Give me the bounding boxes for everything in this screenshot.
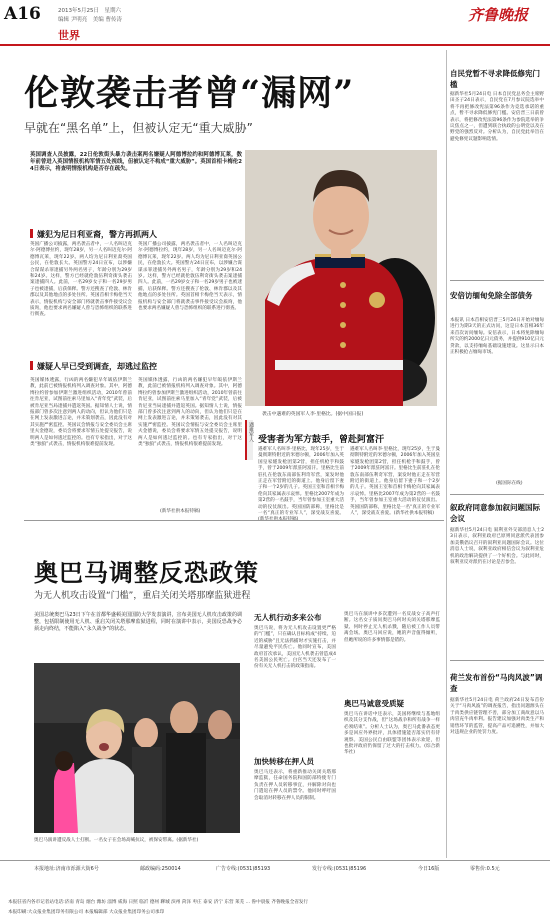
sidebar-item2-body: 本报讯 日本首相安倍晋三5月24日开始对缅甸进行为期3天的正式访问，这是日本首相36年来首次访问缅甸。安倍表示，日本将免除缅甸所欠的约2000亿日元债务，并提供910亿日元贷款，以支持缅甸基础设施建设。这显示日本正积极抢占缅甸市场。 [450, 318, 544, 356]
story2-section2-body: 奥巴马还表示，将重新推动关闭关塔那摩监狱，任命国务院和国防部特使专门负责在押人员转移事宜，并解除对向也门遣返在押人员的禁令。他同时呼吁国会取消对转移在押人员的限制。 [254, 770, 336, 801]
footer-bureaus: 本报驻省内各市记者站电话:济南 青岛 烟台 潍坊 淄博 威海 日照 临沂 德州 聊城 滨州 菏泽 枣庄 泰安 济宁 东营 莱芜 ... 鲁中晨报 齐鲁晚报全省发行 [8, 900, 309, 905]
story2-section1-title: 无人机行动多来公布 [254, 613, 322, 622]
story2-headline: 奥巴马调整反恐政策 [34, 558, 259, 587]
sidebar-divider-2 [450, 494, 544, 495]
story1-headline: 伦敦袭击者曾“漏网” [24, 73, 355, 114]
story1-section1-heading [30, 222, 242, 239]
story1-credit: (新华社供本报特稿) [160, 509, 201, 514]
story2-section4-title: 奥巴马诚意受质疑 [344, 699, 404, 708]
story1-section1-body-right: 英国广播公司披露，两名袭击者中，一人名叫迈克尔·阿德博拉约，现年28岁，另一人名叫迈克尔·阿德博瓦莱，现年22岁。两人均为尼日利亚裔英国公民，在伦敦长大。英国警方24日宣布，以涉嫌合谋谋杀罪逮捕另外两名男子，年龄分别为29岁和24岁。这样，警方已经就伦敦伍利奇街头袭击案逮捕四人。此前，一名29岁女子和一名29岁男子也被逮捕，后获保释。警方还搜查了伦敦、林肯郡以及其他地点的多处住所。英国首相卡梅伦当天表示，情报机构与安全部门将就袭击事件接受议会质询，他也要求两名嫌疑人曾与恐怖组织的联系进行彻查。 [138, 242, 242, 312]
sidebar-item1-title: 自民党暂不寻求降低修宪门槛 [450, 69, 540, 89]
newspaper-logo: 齐鲁晚报 [468, 6, 529, 24]
story1-section1-body-left: 英国广播公司披露，两名袭击者中，一人名叫迈克尔·阿德博拉约，现年28岁，另一人名叫迈克尔·阿德博瓦莱，现年22岁。两人均为尼日利亚裔英国公民，在伦敦长大。英国警方24日宣布，以涉嫌合谋谋杀罪逮捕另外两名男子，年龄分别为29岁和24岁。这样，警方已经就伦敦伍利奇街头袭击案逮捕四人。此前，一名29岁女子和一名29岁男子也被逮捕，后获保释。警方还搜查了伦敦、林肯郡以及其他地点的多处住所。英国首相卡梅伦当天表示，情报机构与安全部门将就袭击事件接受议会质询，他也要求两名嫌疑人曾与恐怖组织的联系进行彻查。 [30, 242, 132, 318]
story1-section2-heading [30, 354, 242, 371]
page-number: A16 [4, 4, 41, 24]
soldier-portrait-illustration [245, 150, 437, 406]
section-title: 世界 [58, 29, 80, 42]
sidebar-item2-credit: (据国际在线) [496, 481, 523, 486]
story1-section2-body-left: 英国媒体透露，行凶的两名嫌犯早年皈依伊斯兰教，此前已被情报机构列入调查对象。其中，阿德博拉约曾参加伊斯兰激进组织活动，2010年曾前往肯尼亚，试图前往索马里加入“青年党”武装，后被肯尼亚当局逮捕并遣返英国。据知情人士说，情报部门曾多次注意到两人的动向，但认为他们只是在网上发表激进言论，并未策划袭击，因此没有对其实施严密监控。英国议会情报与安全委员会主席里夫金德说，委员会将要求军情五处提交报告，说明两人是如何逃过监控的。也有专家指出，对于这类“独狼”式袭击，情报机构很难提前发现。 [30, 378, 132, 448]
protest-scene-illustration [34, 663, 240, 833]
story2-lead: 美国总统奥巴马23日下午在首都华盛顿美国国防大学发表演讲，宣布美国无人机攻击政策的调整，包括限制使用无人机、重启关闭关塔那摩监狱进程，同时在演讲中表示，美国反恐战争必须走向终结，不能陷入“永久战争”的状态。 [34, 612, 242, 632]
victim-side-body-right: 遇难军人名叫李·里格比，现年25岁，生于曼彻斯特附近的米德尔顿，2006年加入英国皇家燧发枪团第2营，担任机枪手和鼓手，曾于2009年派驻阿富汗。里格比生前驻扎在伦敦东南部伍利奇军营，案发时他正走在军营附近的街道上。他身后留下妻子和一个2岁的儿子。英国王室和首相卡梅伦向其家属表示哀悼。里格比2007年成为第2营的一名鼓手，当年曾参加王室重大活动的仪仗演出。英国国防部称，里格比是一名“真正的专业军人”，深受战友喜爱。(新华社供本报特稿) [350, 447, 440, 517]
story1-section2-title: 嫌疑人早已受到调查，却逃过监控 [37, 362, 157, 371]
story2-section3-body: 奥巴马在演讲中多次遭到一名反战女子高声打断。这名女子质问奥巴马何时关闭关塔那摩监狱、何时停止无人机杀戮，随后被工作人员带离会场。奥巴马回应说，她的声音值得倾听，但她所说的许多事情都是错的。 [344, 612, 440, 643]
sidebar-item1-body: 据新华社5月24日电 日本自民党总务会主席野田圣子24日表示，自民党在7月参议院选举中将不再把修改宪法第96条作为竞选承诺的重点，暂不寻求降低修宪门槛。安倍晋三日前曾表示，将把修改宪法第96条作为参院选举的争议焦点之一，但遭到联合执政的公明党以及在野党的强烈反对。分析认为，自民党此举旨在避免修宪议题影响选情。 [450, 92, 544, 142]
editor-credits: 编辑 尹明亮 美编 曹传涛 [58, 17, 122, 23]
masthead-rule [0, 44, 550, 46]
sidebar-divider-1 [450, 280, 544, 281]
story1-subhead: 早就在“黑名单”上，但被认定无“重大威胁” [24, 121, 253, 135]
story-divider [24, 520, 444, 521]
victim-side-title: 受害者为军方鼓手，曾赴阿富汗 [258, 435, 385, 445]
protest-photo-caption: 奥巴马演讲遭反战人士打断。一名女子在会场高喊抗议，被保安带离。(据新华社) [34, 838, 199, 843]
soldier-photo-caption: 袭击中遇难的英国军人李·里格比。(据中国日报) [262, 412, 364, 417]
sidebar-item3-title: 叙政府同意参加叙问题国际会议 [450, 503, 540, 523]
sidebar-divider-3 [450, 660, 544, 661]
soldier-photo [245, 150, 437, 406]
victim-side-body-left: 遇难军人名叫李·里格比，现年25岁，生于曼彻斯特附近的米德尔顿，2006年加入英国皇家燧发枪团第2营，担任机枪手和鼓手，曾于2009年派驻阿富汗。里格比生前驻扎在伦敦东南部伍利奇军营，案发时他正走在军营附近的街道上。他身后留下妻子和一个2岁的儿子。英国王室和首相卡梅伦向其家属表示哀悼。里格比2007年成为第2营的一名鼓手，当年曾参加王室重大活动的仪仗演出。英国国防部称，里格比是一名“真正的专业军人”，深受战友喜爱。 [258, 447, 344, 517]
sidebar-item3-body: 据新华社5月24日电 叙利亚外交部消息人士23日表示，叙利亚政府已原则同意派代表团参加美俄倡议召开的叙利亚问题国际会议。这位消息人士说，叙利亚政府相信会议为叙利亚危机的政治解决提供了一个好机会。与此同时，叙利亚反对派仍在讨论是否参会。 [450, 528, 544, 566]
story1-section1-title: 嫌犯为尼日利亚裔，警方再抓两人 [37, 230, 157, 239]
inset-label-box [245, 420, 253, 460]
footer-phone-ad: 广告专线:(0531)85193 [216, 866, 271, 872]
sidebar-item2-title: 安倍访缅甸免除全部债务 [450, 291, 533, 300]
column-rule [446, 50, 447, 858]
story2-section2-title: 加快转移在押人员 [254, 757, 314, 766]
story2-section4-body: 奥巴马在讲话中还表示，美国将继续与基地组织及其分支作战，但“这场战争和所有战争一样必须结束”。分析人士认为，奥巴马此番表态更多是回应外界批评，具体措施能否落实仍有待观察。美国公民自由联盟等团体表示欢迎，但也批评政府仍保留了过大的打击权力。(综合新华社) [344, 712, 440, 756]
footer-price: 零售价:0.5元 [470, 866, 500, 872]
footer-pages: 今日16版 [418, 866, 440, 872]
footer-address: 本报地址:济南市泺源大街6号 [34, 866, 99, 872]
story2-subhead: 为无人机攻击设置“门槛”，重启关闭关塔那摩监狱进程 [34, 591, 251, 601]
masthead [0, 0, 550, 46]
sidebar-item4-body: 据新华社5月24日电 荷兰政府24日发布首份关于“马肉风波”的调查报告，指出问题源头在于肉类供应链管理不善，部分加工商故意以马肉冒充牛肉牟利。报告建议加强对肉类生产和销售环节的监管，提高产品可追溯性，并加大对违规企业的处罚力度。 [450, 698, 544, 736]
story1-lead: 英国调查人员披露，22日伦敦街头暴力袭击案两名嫌疑人阿德博拉约和阿德博瓦莱，数年前曾进入英国情报机构军情五处视线，但被认定不构成“重大威胁”。英国首相卡梅伦24日表示，将查明情报机构是否存在疏失。 [30, 152, 242, 172]
story2-section1-body: 奥巴马说，将为无人机攻击设置更严格的“门槛”，只在确认目标构成“持续、迫近的威胁”且无法抓捕时才实施打击，并尽量避免平民伤亡。他同时宣布，美国政府首次承认，美国无人机袭击曾造成4名美国公民死亡。白宫当天还发布了一份有关无人机打击的政策指南。 [254, 626, 336, 670]
footer-zip: 邮政编码:250014 [140, 866, 181, 872]
issue-date: 2013年5月25日 星期六 [58, 8, 121, 14]
story1-section2-body-right: 英国媒体透露，行凶的两名嫌犯早年皈依伊斯兰教，此前已被情报机构列入调查对象。其中，阿德博拉约曾参加伊斯兰激进组织活动，2010年曾前往肯尼亚，试图前往索马里加入“青年党”武装，后被肯尼亚当局逮捕并遣返英国。据知情人士说，情报部门曾多次注意到两人的动向，但认为他们只是在网上发表激进言论，并未策划袭击，因此没有对其实施严密监控。英国议会情报与安全委员会主席里夫金德说，委员会将要求军情五处提交报告，说明两人是如何逃过监控的。也有专家指出，对于这类“独狼”式袭击，情报机构很难提前发现。 [138, 378, 242, 448]
footer [0, 860, 550, 924]
footer-printer: 本报印刷:大众报业集团印务有限公司 本报编辑部 大众报业集团印务公司承印 [8, 910, 165, 915]
sidebar-item4-title: 荷兰发布首份“马肉风波”调查 [450, 673, 543, 693]
inset-label: 遇难军人 [248, 422, 254, 442]
footer-phone-dist: 发行专线:(0531)85196 [312, 866, 367, 872]
protest-photo [34, 663, 240, 833]
